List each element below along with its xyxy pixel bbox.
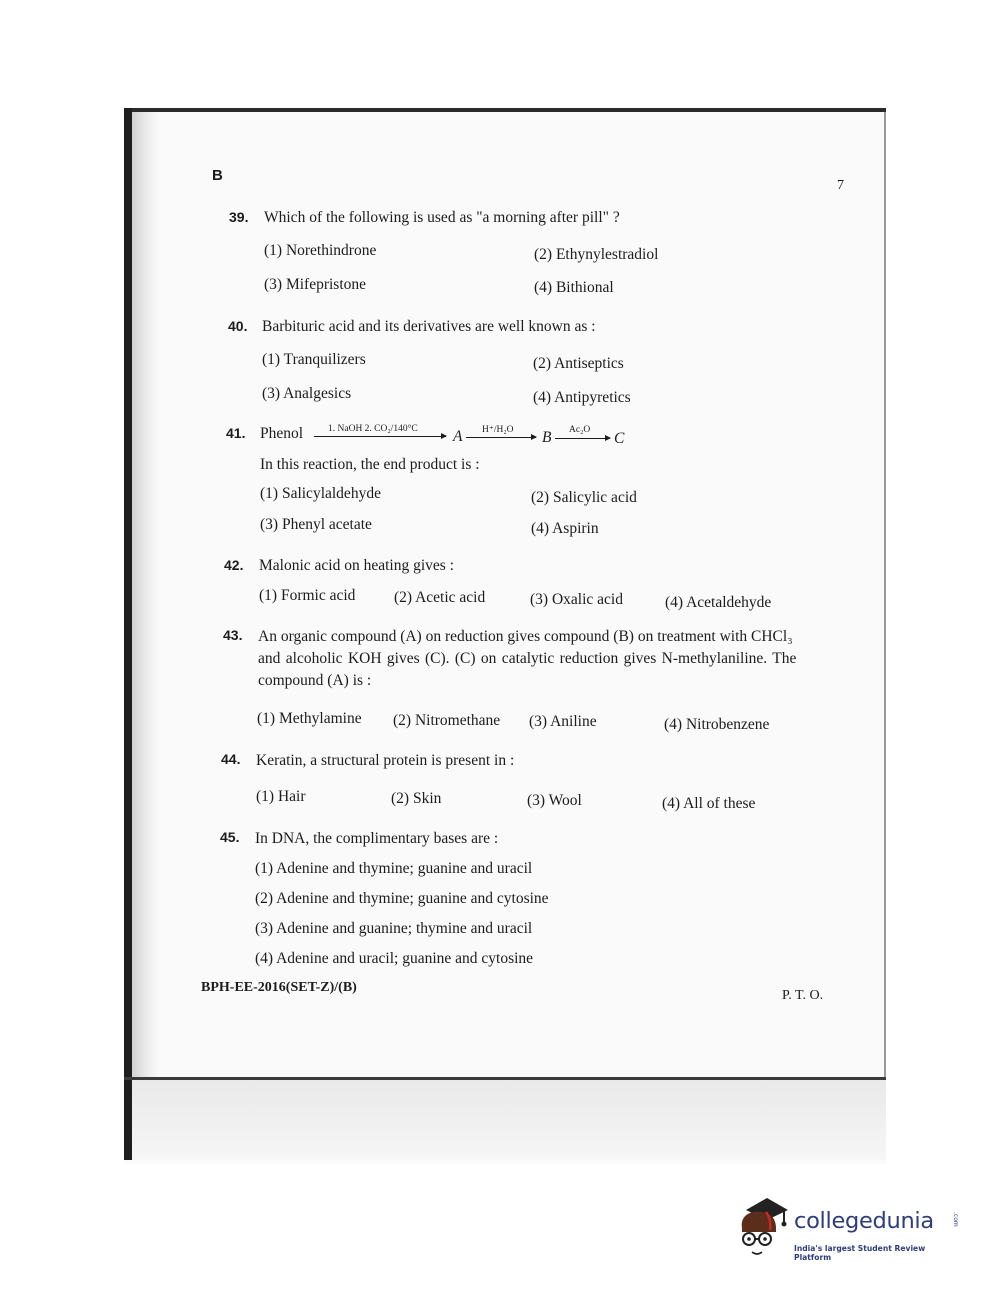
question-text-line: compound (A) is : xyxy=(258,672,372,689)
option: (4) Antipyretics xyxy=(533,389,631,406)
option: (1) Adenine and thymine; guanine and uracil xyxy=(255,860,533,877)
option: (3) Analgesics xyxy=(262,385,352,402)
reaction-arrow xyxy=(466,437,536,438)
please-turn-over: P. T. O. xyxy=(782,988,824,1003)
question-text: Malonic acid on heating gives : xyxy=(259,557,454,574)
page-number: 7 xyxy=(837,178,844,193)
reaction-condition: 1. NaOH 2. CO₂/140°C xyxy=(328,424,418,434)
question-number: 45. xyxy=(220,829,240,845)
option: (2) Nitromethane xyxy=(393,712,501,729)
question-text: Which of the following is used as "a morning after pill" ? xyxy=(264,209,620,226)
product-c: C xyxy=(614,430,625,447)
logo-tagline: India's largest Student Review Platform xyxy=(794,1244,926,1262)
reactant-phenol: Phenol xyxy=(260,425,304,442)
reaction-condition: Ac₂O xyxy=(569,425,591,435)
option: (2) Acetic acid xyxy=(394,589,486,606)
student-mascot-icon xyxy=(736,1196,794,1260)
option: (3) Adenine and guanine; thymine and uracil xyxy=(255,920,533,937)
reaction-arrow xyxy=(555,438,610,439)
question-text: Barbituric acid and its derivatives are well known as : xyxy=(262,318,596,335)
logo-tld: .com xyxy=(952,1212,959,1227)
paper-code: BPH-EE-2016(SET-Z)/(B) xyxy=(201,980,357,995)
scan-right-edge xyxy=(884,112,886,1080)
question-text: In DNA, the complimentary bases are : xyxy=(255,830,499,847)
option: (4) Adenine and uracil; guanine and cytosine xyxy=(255,950,534,967)
question-number: 42. xyxy=(224,557,244,573)
option: (4) Acetaldehyde xyxy=(665,594,772,611)
option: (2) Ethynylestradiol xyxy=(534,246,659,263)
option: (2) Antiseptics xyxy=(533,355,624,372)
question-number: 40. xyxy=(228,318,248,334)
option: (3) Phenyl acetate xyxy=(260,516,372,533)
scan-gutter-shadow xyxy=(132,112,160,1077)
product-b: B xyxy=(542,429,552,446)
reaction-arrow xyxy=(314,436,446,437)
question-number: 44. xyxy=(221,751,241,767)
option: (2) Skin xyxy=(391,790,442,807)
option: (1) Tranquilizers xyxy=(262,351,366,368)
set-mark: B xyxy=(212,167,223,184)
question-number: 43. xyxy=(223,627,243,643)
option: (2) Salicylic acid xyxy=(531,489,637,506)
option: (3) Aniline xyxy=(529,713,597,730)
question-number: 41. xyxy=(226,425,246,441)
option: (1) Formic acid xyxy=(259,587,356,604)
option: (4) All of these xyxy=(662,795,756,812)
option: (3) Oxalic acid xyxy=(530,591,623,608)
option: (2) Adenine and thymine; guanine and cytosine xyxy=(255,890,549,907)
question-text-line: An organic compound (A) on reduction gives compound (B) on treatment with CHCl₃ xyxy=(258,628,793,645)
option: (1) Salicylaldehyde xyxy=(260,485,381,502)
option: (4) Aspirin xyxy=(531,520,599,537)
option: (3) Wool xyxy=(527,792,582,809)
product-a: A xyxy=(453,428,463,445)
question-text: Keratin, a structural protein is present in : xyxy=(256,752,515,769)
scan-left-edge xyxy=(124,108,132,1160)
option: (1) Hair xyxy=(256,788,306,805)
question-text-line: and alcoholic KOH gives (C). (C) on catalytic reduction gives N-methylaniline. The xyxy=(258,650,797,667)
option: (4) Bithional xyxy=(534,279,614,296)
option: (4) Nitrobenzene xyxy=(664,716,770,733)
collegedunia-logo xyxy=(736,1196,960,1260)
option: (1) Methylamine xyxy=(257,710,362,727)
reaction-condition: H⁺/H₂O xyxy=(482,425,514,435)
question-text: In this reaction, the end product is : xyxy=(260,456,480,473)
scan-lower-margin xyxy=(132,1080,886,1160)
option: (1) Norethindrone xyxy=(264,242,377,259)
logo-wordmark: collegedunia xyxy=(794,1208,934,1234)
option: (3) Mifepristone xyxy=(264,276,367,293)
question-number: 39. xyxy=(229,209,249,225)
